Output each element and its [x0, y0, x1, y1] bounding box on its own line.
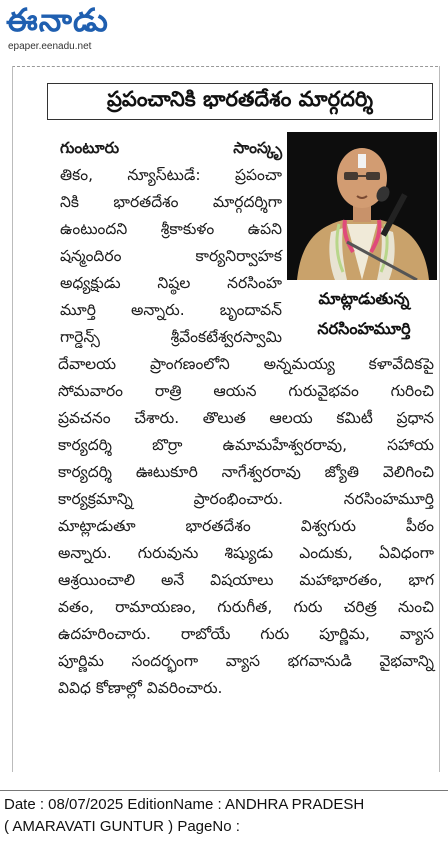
- body-line: ప్రవచనం చేశారు. తొలుత ఆలయ కమిటీ ప్రధాన: [58, 409, 434, 427]
- article-headline: ప్రపంచానికి భారతదేశం మార్గదర్శి: [47, 83, 433, 120]
- speaker-photo-illustration: [287, 132, 437, 280]
- body-line: గార్డెన్స్ శ్రీవేంకటేశ్వరస్వామి: [60, 328, 282, 346]
- speaker-photo: [287, 132, 437, 280]
- body-line: మూర్తి అన్నారు. బృందావన్: [60, 301, 282, 319]
- body-line: వివిధ కోణాల్లో వివరించారు.: [58, 679, 223, 697]
- body-line: కార్యదర్శి ఊటుకూరి నాగేశ్వరరావు జ్యోతి వెలిగించి: [58, 463, 434, 481]
- body-line: కార్యదర్శి బొర్రా ఉమామహేశ్వరరావు, సహాయ: [58, 436, 434, 454]
- body-line: అన్నారు. గురువును శిష్యుడు ఎందుకు, ఏవిధంగా: [58, 544, 434, 562]
- body-line: షన్మందిరం కార్యనిర్వాహక: [60, 247, 282, 265]
- body-line: సోమవారం రాత్రి ఆయన గురువైభవం గురించి: [58, 382, 434, 400]
- article-body-narrow-column: [60, 135, 282, 351]
- body-line: ఆశ్రయించాలి అనే విషయాలు మహాభారతం, భాగ: [58, 571, 434, 589]
- footer-date-edition: Date : 08/07/2025 EditionName : ANDHRA PRADESH: [4, 796, 365, 813]
- body-line: తికం, న్యూస్‌టుడే: ప్రపంచా: [60, 166, 282, 184]
- body-line: నికి భారతదేశం మార్గదర్శిగా: [60, 193, 282, 211]
- masthead: [6, 1, 146, 52]
- epaper-url[interactable]: epaper.eenadu.net: [8, 41, 92, 52]
- photo-caption: [290, 284, 438, 344]
- body-line: కార్యక్రమాన్ని ప్రారంభించారు. నరసింహమూర్తి: [58, 490, 434, 508]
- footer-divider: [0, 790, 448, 791]
- body-line: మాట్లాడుతూ భారతదేశం విశ్వగురు పీఠం: [58, 517, 434, 535]
- body-line: పూర్ణిమ సందర్భంగా వ్యాస భగవానుడి వైభవాన్ని: [58, 652, 434, 670]
- body-line: గుంటూరు సాంస్కృ: [60, 139, 282, 157]
- body-line: ఉదహరించారు. రాబోయే గురు పూర్ణిమ, వ్యాస: [58, 625, 434, 643]
- body-line: ఉంటుందని శ్రీకాకుళం ఉపని: [60, 220, 282, 238]
- edition-footer: [4, 794, 444, 838]
- eenadu-logo: ఈనాడు: [6, 1, 109, 39]
- photo-caption-line-1: మాట్లాడుతున్న: [318, 289, 410, 308]
- body-line: అధ్యక్షుడు నిష్ఠల నరసింహ: [60, 274, 282, 292]
- body-line: వతం, రామాయణం, గురుగీత, గురు చరిత్ర నుంచి: [58, 598, 434, 616]
- body-line: దేవాలయ ప్రాంగణంలోని అన్నమయ్య కళావేదికపై: [58, 355, 434, 373]
- article-body-wide-column: [58, 351, 434, 702]
- photo-caption-line-2: నరసింహమూర్తి: [317, 319, 411, 338]
- footer-region-page: ( AMARAVATI GUNTUR ) PageNo :: [4, 818, 240, 835]
